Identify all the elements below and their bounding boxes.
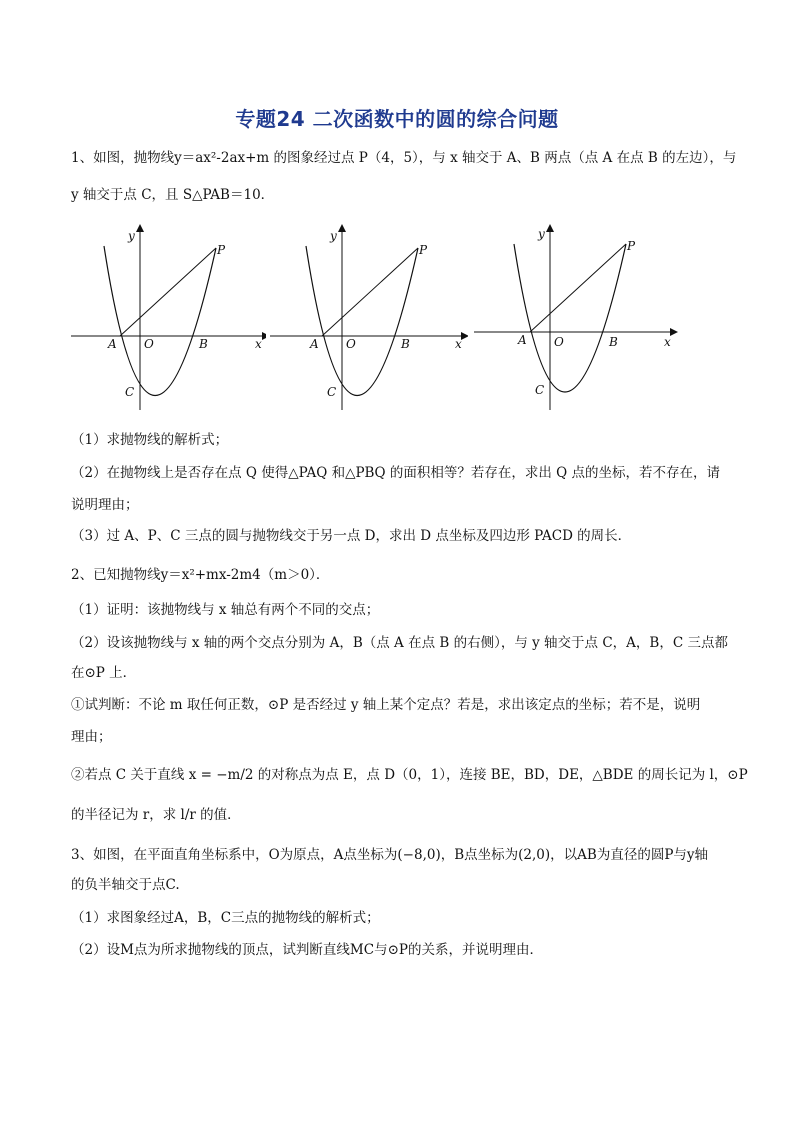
point-c-label: C: [535, 383, 545, 397]
point-a-label: A: [310, 337, 319, 351]
parabola-figure-1: [66, 224, 266, 414]
problem-3-part-1: （1）求图象经过A，B，C三点的抛物线的解析式；: [71, 910, 380, 926]
problem-1-part-3: （3）过 A、P、C 三点的圆与抛物线交于另一点 D，求出 D 点坐标及四边形 PACD 的周长．: [71, 528, 632, 544]
problem-2-sub-1-cont: 理由；: [71, 729, 112, 745]
problem-3-line-2: 的负半轴交于点C.: [71, 877, 180, 893]
point-p-label: P: [419, 243, 428, 257]
problem-2-line-1: 2、已知抛物线y＝x²+mx-2m4（m＞0）．: [71, 567, 330, 583]
point-c-label: C: [125, 385, 135, 399]
parabola-figure-3: [474, 224, 684, 414]
problem-3-line-1: 3、如图，在平面直角坐标系中，O为原点，A点坐标为(−8,0)，B点坐标为(2,0)，以AB为直径的圆P与y轴: [71, 847, 709, 863]
point-b-label: B: [199, 337, 208, 351]
origin-label: O: [346, 337, 356, 351]
figure-graph: [270, 224, 468, 410]
x-axis-label: x: [255, 337, 262, 351]
problem-1-part-2: （2）在抛物线上是否存在点 Q 使得△PAQ 和△PBQ 的面积相等？若存在，求出 Q 点的坐标，若不存在，请: [71, 465, 720, 481]
problem-1-line-2: y 轴交于点 C，且 S△PAB＝10．: [71, 187, 275, 203]
x-axis-label: x: [664, 335, 671, 349]
y-axis-label: y: [128, 229, 135, 243]
figure-graph: [474, 224, 678, 410]
origin-label: O: [144, 337, 154, 351]
y-axis-label: y: [330, 229, 337, 243]
point-p-label: P: [627, 239, 636, 253]
problem-1-line-1: 1、如图，抛物线y＝ax²-2ax+m 的图象经过点 P（4，5），与 x 轴交于 A、B 两点（点 A 在点 B 的左边），与: [71, 150, 737, 166]
problem-2-sub-2-cont: 的半径记为 r，求 l/r 的值．: [71, 807, 241, 823]
problem-2-part-2-cont: 在⊙P 上．: [71, 665, 137, 681]
problem-1-part-2-cont: 说明理由；: [71, 497, 139, 513]
problem-2-part-2: （2）设该抛物线与 x 轴的两个交点分别为 A，B（点 A 在点 B 的右侧），与 y 轴交于点 C，A，B，C 三点都: [71, 635, 728, 651]
parabola-figure-2: [268, 224, 468, 414]
point-b-label: B: [609, 335, 618, 349]
y-axis-label: y: [538, 227, 545, 241]
problem-2-part-1: （1）证明：该抛物线与 x 轴总有两个不同的交点；: [71, 602, 380, 618]
problem-2-sub-1: ①试判断：不论 m 取任何正数，⊙P 是否经过 y 轴上某个定点？若是，求出该定点的坐标；若不是，说明: [71, 697, 701, 713]
point-a-label: A: [518, 333, 527, 347]
point-b-label: B: [401, 337, 410, 351]
point-p-label: P: [217, 243, 226, 257]
problem-3-part-2: （2）设M点为所求抛物线的顶点，试判断直线MC与⊙P的关系，并说明理由．: [71, 942, 543, 958]
problem-1-figures: [66, 224, 686, 414]
point-a-label: A: [108, 337, 117, 351]
origin-label: O: [554, 335, 564, 349]
problem-2-sub-2: ②若点 C 关于直线 x = −m/2 的对称点为点 E，点 D（0，1），连接 BE，BD，DE，△BDE 的周长记为 l，⊙P: [71, 767, 748, 783]
x-axis-label: x: [455, 337, 462, 351]
problem-1-part-1: （1）求抛物线的解析式；: [71, 432, 229, 448]
figure-graph: [71, 224, 266, 410]
page-title: 专题24 二次函数中的圆的综合问题: [235, 107, 559, 131]
point-c-label: C: [327, 385, 337, 399]
